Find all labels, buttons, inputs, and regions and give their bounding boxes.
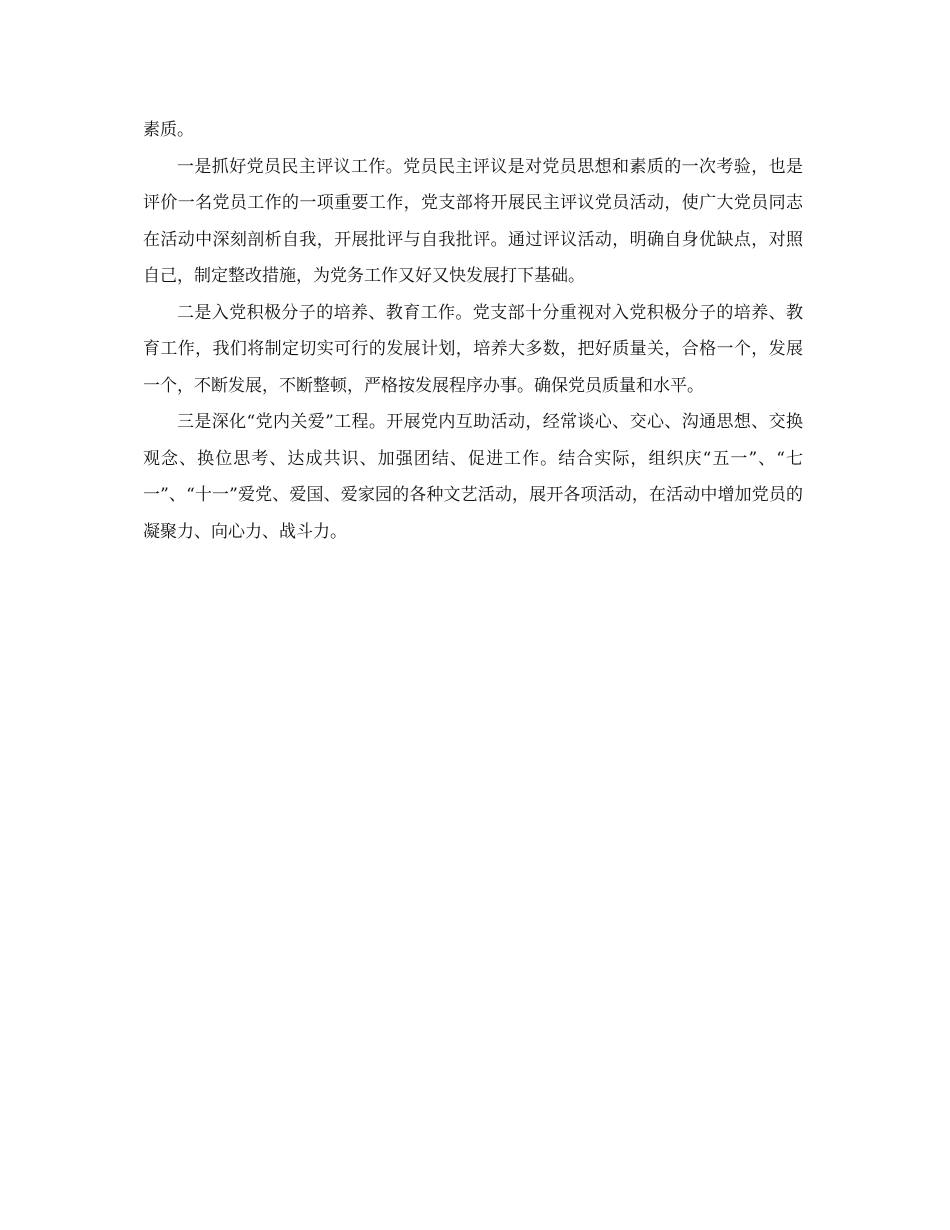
- paragraph-party-care: 三是深化“党内关爱”工程。开展党内互助活动，经常谈心、交心、沟通思想、交换观念、换位思考、达成共识、加强团结、促进工作。结合实际，组织庆“五一”、“七一”、“十一”爱党、爱国、爱家园的各种文艺活动，展开各项活动，在活动中增加党员的凝聚力、向心力、战斗力。: [143, 412, 803, 542]
- paragraph-activist-training: 二是入党积极分子的培养、教育工作。党支部十分重视对入党积极分子的培养、教育工作，我们将制定切实可行的发展计划，培养大多数，把好质量关，合格一个，发展一个，不断发展，不断整顿，严格按发展程序办事。确保党员质量和水平。: [143, 302, 803, 396]
- paragraph-democratic-review: 一是抓好党员民主评议工作。党员民主评议是对党员思想和素质的一次考验，也是评价一名党员工作的一项重要工作，党支部将开展民主评议党员活动，使广大党员同志在活动中深刻剖析自我，开展批评与自我批评。通过评议活动，明确自身优缺点，对照自己，制定整改措施，为党务工作又好又快发展打下基础。: [143, 156, 803, 286]
- document-body: [143, 112, 803, 550]
- paragraph-continuation: 素质。: [143, 120, 194, 140]
